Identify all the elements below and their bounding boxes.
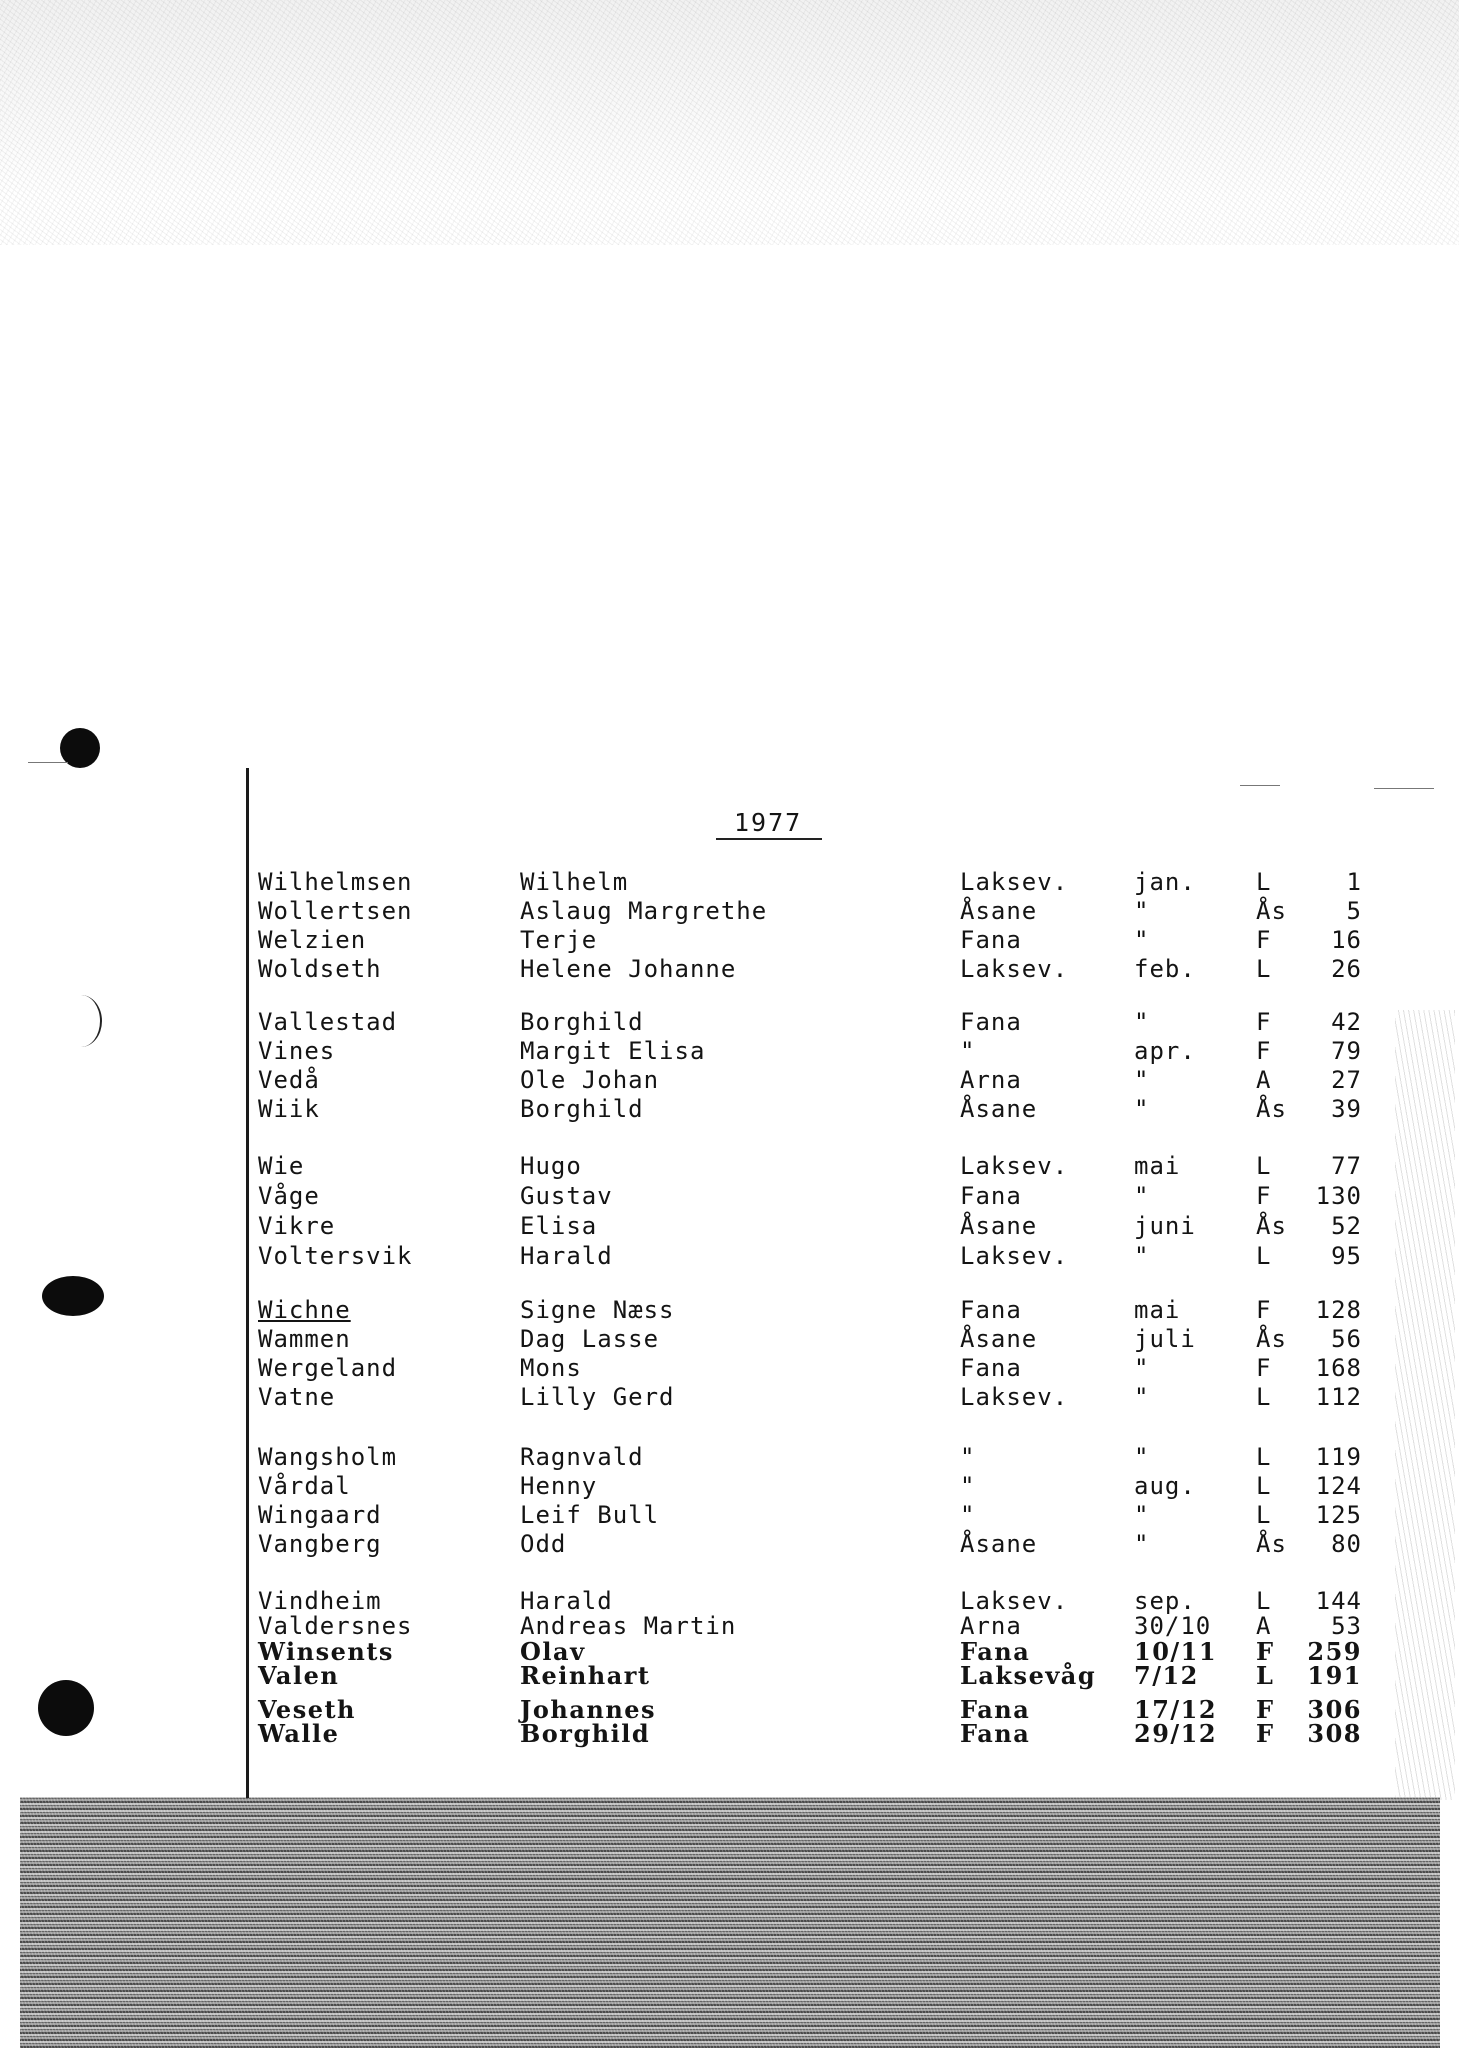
date: " (1134, 897, 1150, 925)
place: " (960, 1037, 976, 1065)
margin-mark (1374, 788, 1434, 789)
entry-number: 26 (1331, 955, 1362, 983)
place: Åsane (960, 1212, 1038, 1240)
district-code: F (1256, 1695, 1275, 1724)
page-year-heading: 1977 (734, 808, 803, 837)
entry-number: 128 (1315, 1296, 1362, 1324)
surname: Vallestad (258, 1008, 398, 1036)
date: " (1134, 1501, 1150, 1529)
register-row (0, 1182, 1459, 1210)
entry-number: 112 (1315, 1383, 1362, 1411)
entry-number: 5 (1346, 897, 1362, 925)
given-name: Margit Elisa (520, 1037, 706, 1065)
date: 7/12 (1134, 1661, 1199, 1690)
register-row (0, 1354, 1459, 1382)
register-row (0, 955, 1459, 983)
place: Åsane (960, 1530, 1038, 1558)
date: " (1134, 1182, 1150, 1210)
entry-number: 16 (1331, 926, 1362, 954)
place: Arna (960, 1066, 1022, 1094)
register-row (0, 1530, 1459, 1558)
given-name: Reinhart (520, 1661, 651, 1690)
register-row (0, 1661, 1459, 1689)
surname: Vatne (258, 1383, 336, 1411)
place: Fana (960, 1296, 1022, 1324)
district-code: Ås (1256, 897, 1287, 925)
place: Laksev. (960, 868, 1069, 896)
given-name: Wilhelm (520, 868, 629, 896)
district-code: F (1256, 1719, 1275, 1748)
register-row (0, 1037, 1459, 1065)
entry-number: 124 (1315, 1472, 1362, 1500)
district-code: F (1256, 1354, 1272, 1382)
district-code: Ås (1256, 1095, 1287, 1123)
given-name: Dag Lasse (520, 1325, 660, 1353)
given-name: Borghild (520, 1008, 644, 1036)
date: " (1134, 1066, 1150, 1094)
margin-mark (28, 762, 68, 763)
place: Åsane (960, 1095, 1038, 1123)
given-name: Henny (520, 1472, 598, 1500)
entry-number: 306 (1307, 1695, 1362, 1724)
date: aug. (1134, 1472, 1196, 1500)
district-code: Ås (1256, 1212, 1287, 1240)
surname: Voltersvik (258, 1242, 413, 1270)
date: 29/12 (1134, 1719, 1218, 1748)
surname: Wergeland (258, 1354, 398, 1382)
register-row (0, 926, 1459, 954)
given-name: Odd (520, 1530, 567, 1558)
surname: Valdersnes (258, 1612, 413, 1640)
scan-noise-bottom (20, 1797, 1440, 2048)
register-row (0, 1152, 1459, 1180)
entry-number: 39 (1331, 1095, 1362, 1123)
place: Laksev. (960, 1152, 1069, 1180)
date: juni (1134, 1212, 1196, 1240)
place: Fana (960, 1354, 1022, 1382)
given-name: Aslaug Margrethe (520, 897, 768, 925)
surname: Walle (258, 1719, 340, 1748)
given-name: Mons (520, 1354, 582, 1382)
district-code: L (1256, 1383, 1272, 1411)
date: mai (1134, 1296, 1181, 1324)
district-code: L (1256, 1661, 1275, 1690)
entry-number: 125 (1315, 1501, 1362, 1529)
date: " (1134, 1008, 1150, 1036)
register-row (0, 868, 1459, 896)
entry-number: 168 (1315, 1354, 1362, 1382)
register-row (0, 1242, 1459, 1270)
district-code: L (1256, 1152, 1272, 1180)
entry-number: 56 (1331, 1325, 1362, 1353)
given-name: Harald (520, 1242, 613, 1270)
register-row (0, 1719, 1459, 1747)
date: sep. (1134, 1587, 1196, 1615)
surname: Wiik (258, 1095, 320, 1123)
place: Fana (960, 926, 1022, 954)
surname: Våge (258, 1182, 320, 1210)
register-row (0, 897, 1459, 925)
place: Fana (960, 1182, 1022, 1210)
surname: Vedå (258, 1066, 320, 1094)
date: jan. (1134, 868, 1196, 896)
entry-number: 52 (1331, 1212, 1362, 1240)
given-name: Helene Johanne (520, 955, 737, 983)
surname: Wichne (258, 1296, 351, 1324)
district-code: F (1256, 1008, 1272, 1036)
given-name: Hugo (520, 1152, 582, 1180)
surname: Vindheim (258, 1587, 382, 1615)
place: " (960, 1501, 976, 1529)
register-row (0, 1325, 1459, 1353)
register-row (0, 1443, 1459, 1471)
place: Åsane (960, 1325, 1038, 1353)
district-code: F (1256, 1637, 1275, 1666)
entry-number: 144 (1315, 1587, 1362, 1615)
given-name: Ragnvald (520, 1443, 644, 1471)
date: " (1134, 1443, 1150, 1471)
entry-number: 27 (1331, 1066, 1362, 1094)
register-row (0, 1501, 1459, 1529)
register-row (0, 1008, 1459, 1036)
district-code: L (1256, 1587, 1272, 1615)
entry-number: 77 (1331, 1152, 1362, 1180)
entry-number: 42 (1331, 1008, 1362, 1036)
date: 10/11 (1134, 1637, 1218, 1666)
surname: Valen (258, 1661, 340, 1690)
year-underline (716, 838, 822, 840)
register-row (0, 1212, 1459, 1240)
entry-number: 53 (1331, 1612, 1362, 1640)
entry-number: 259 (1307, 1637, 1362, 1666)
surname: Vårdal (258, 1472, 351, 1500)
district-code: A (1256, 1612, 1272, 1640)
entry-number: 308 (1307, 1719, 1362, 1748)
surname: Vikre (258, 1212, 336, 1240)
place: Fana (960, 1008, 1022, 1036)
place: Åsane (960, 897, 1038, 925)
surname: Woldseth (258, 955, 382, 983)
district-code: F (1256, 1037, 1272, 1065)
entry-number: 1 (1346, 868, 1362, 896)
surname: Vines (258, 1037, 336, 1065)
district-code: F (1256, 926, 1272, 954)
date: " (1134, 1354, 1150, 1382)
district-code: L (1256, 1472, 1272, 1500)
given-name: Signe Næss (520, 1296, 675, 1324)
entry-number: 95 (1331, 1242, 1362, 1270)
date: " (1134, 1095, 1150, 1123)
surname: Winsents (258, 1637, 394, 1666)
surname: Wangsholm (258, 1443, 398, 1471)
district-code: L (1256, 1242, 1272, 1270)
place: " (960, 1443, 976, 1471)
given-name: Lilly Gerd (520, 1383, 675, 1411)
register-row (0, 1383, 1459, 1411)
surname: Vangberg (258, 1530, 382, 1558)
margin-mark (1240, 785, 1280, 786)
date: 30/10 (1134, 1612, 1212, 1640)
date: mai (1134, 1152, 1181, 1180)
given-name: Johannes (520, 1695, 657, 1724)
date: apr. (1134, 1037, 1196, 1065)
district-code: L (1256, 1501, 1272, 1529)
given-name: Borghild (520, 1095, 644, 1123)
given-name: Andreas Martin (520, 1612, 737, 1640)
place: Fana (960, 1637, 1031, 1666)
date: juli (1134, 1325, 1196, 1353)
place: Fana (960, 1695, 1031, 1724)
given-name: Terje (520, 926, 598, 954)
district-code: A (1256, 1066, 1272, 1094)
district-code: Ås (1256, 1530, 1287, 1558)
date: " (1134, 1530, 1150, 1558)
district-code: L (1256, 1443, 1272, 1471)
date: " (1134, 1242, 1150, 1270)
given-name: Elisa (520, 1212, 598, 1240)
date: feb. (1134, 955, 1196, 983)
register-row (0, 1587, 1459, 1615)
given-name: Gustav (520, 1182, 613, 1210)
place: Laksev. (960, 1242, 1069, 1270)
date: " (1134, 926, 1150, 954)
register-row (0, 1296, 1459, 1324)
district-code: F (1256, 1182, 1272, 1210)
entry-number: 80 (1331, 1530, 1362, 1558)
place: Laksev. (960, 955, 1069, 983)
surname: Wilhelmsen (258, 868, 413, 896)
given-name: Olav (520, 1637, 586, 1666)
place: Laksevåg (960, 1661, 1097, 1690)
entry-number: 119 (1315, 1443, 1362, 1471)
place: Arna (960, 1612, 1022, 1640)
register-row (0, 1472, 1459, 1500)
district-code: Ås (1256, 1325, 1287, 1353)
surname: Wammen (258, 1325, 351, 1353)
given-name: Harald (520, 1587, 613, 1615)
given-name: Leif Bull (520, 1501, 660, 1529)
surname: Wingaard (258, 1501, 382, 1529)
place: " (960, 1472, 976, 1500)
district-code: L (1256, 868, 1272, 896)
entry-number: 130 (1315, 1182, 1362, 1210)
entry-number: 191 (1307, 1661, 1362, 1690)
place: Laksev. (960, 1587, 1069, 1615)
register-row (0, 1066, 1459, 1094)
surname: Wie (258, 1152, 305, 1180)
place: Laksev. (960, 1383, 1069, 1411)
district-code: F (1256, 1296, 1272, 1324)
surname: Welzien (258, 926, 367, 954)
entry-number: 79 (1331, 1037, 1362, 1065)
register-row (0, 1095, 1459, 1123)
surname: Wollertsen (258, 897, 413, 925)
register-row (0, 1612, 1459, 1640)
scan-noise-top (0, 0, 1459, 245)
date: " (1134, 1383, 1150, 1411)
given-name: Ole Johan (520, 1066, 660, 1094)
date: 17/12 (1134, 1695, 1218, 1724)
given-name: Borghild (520, 1719, 651, 1748)
surname: Veseth (258, 1695, 357, 1724)
district-code: L (1256, 955, 1272, 983)
place: Fana (960, 1719, 1031, 1748)
